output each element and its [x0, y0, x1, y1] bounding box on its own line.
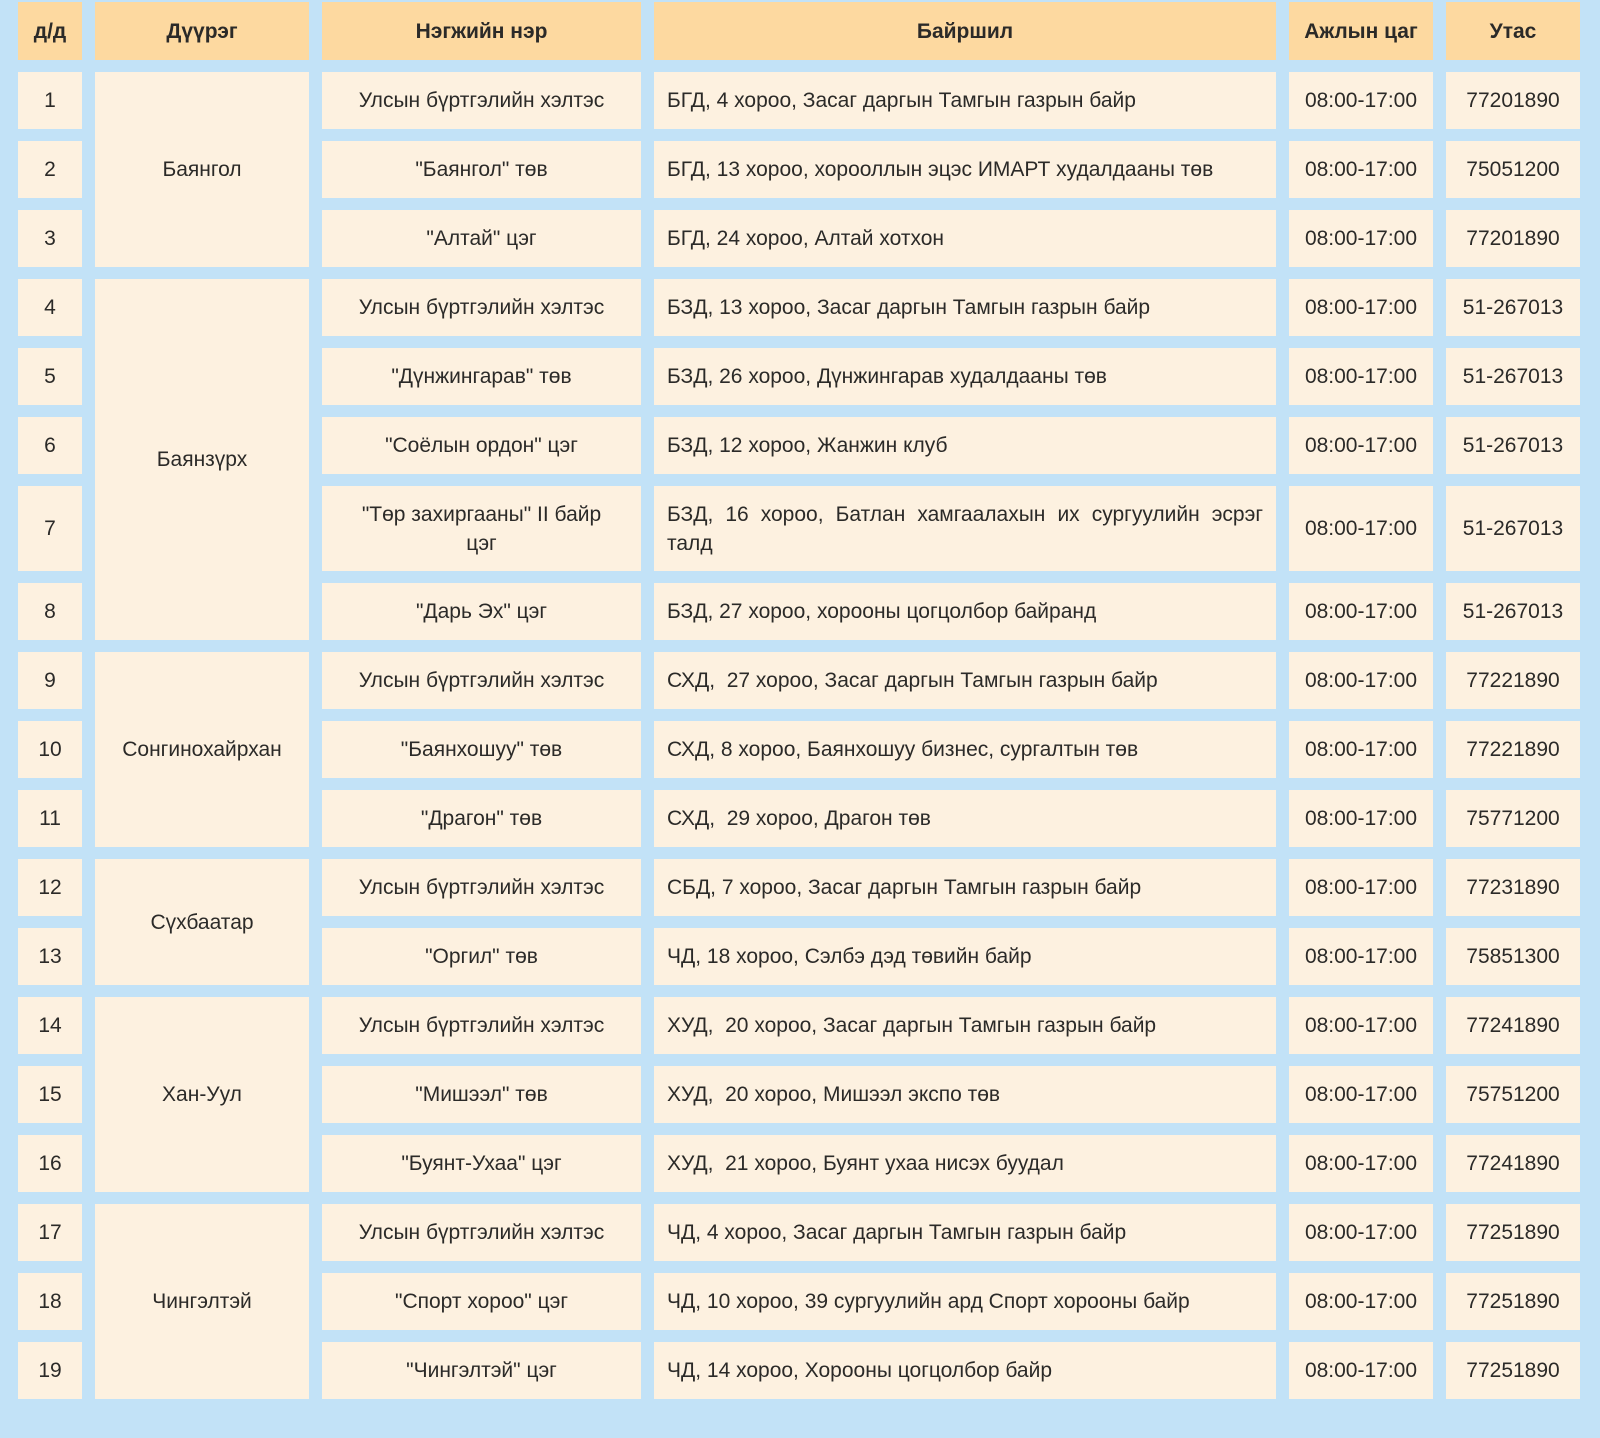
header-district: Дүүрэг: [95, 2, 309, 60]
row-number: 1: [18, 72, 82, 129]
unit-name: "Мишээл" төв: [322, 1066, 641, 1123]
phone: 51-267013: [1446, 486, 1580, 571]
row-number: 18: [18, 1273, 82, 1330]
phone: 77221890: [1446, 721, 1580, 778]
row-number: 15: [18, 1066, 82, 1123]
phone: 77201890: [1446, 210, 1580, 267]
district-cell: Баянгол: [95, 72, 309, 267]
unit-name: "Драгон" төв: [322, 790, 641, 847]
location: БЗД, 12 хороо, Жанжин клуб: [654, 417, 1276, 474]
location: ХУД, 20 хороо, Засаг даргын Тамгын газрын байр: [654, 997, 1276, 1054]
registration-offices-table: [18, 2, 1582, 1399]
phone: 77221890: [1446, 652, 1580, 709]
phone: 77251890: [1446, 1204, 1580, 1261]
phone: 77241890: [1446, 1135, 1580, 1192]
phone: 75851300: [1446, 928, 1580, 985]
location: ЧД, 4 хороо, Засаг даргын Тамгын газрын байр: [654, 1204, 1276, 1261]
row-number: 3: [18, 210, 82, 267]
row-number: 13: [18, 928, 82, 985]
working-hours: 08:00-17:00: [1289, 997, 1433, 1054]
working-hours: 08:00-17:00: [1289, 72, 1433, 129]
working-hours: 08:00-17:00: [1289, 279, 1433, 336]
unit-name: Улсын бүртгэлийн хэлтэс: [322, 72, 641, 129]
unit-name: "Соёлын ордон" цэг: [322, 417, 641, 474]
phone: 51-267013: [1446, 279, 1580, 336]
row-number: 5: [18, 348, 82, 405]
unit-name: Улсын бүртгэлийн хэлтэс: [322, 997, 641, 1054]
row-number: 8: [18, 583, 82, 640]
unit-name: "Дарь Эх" цэг: [322, 583, 641, 640]
working-hours: 08:00-17:00: [1289, 1135, 1433, 1192]
working-hours: 08:00-17:00: [1289, 486, 1433, 571]
phone: 77251890: [1446, 1273, 1580, 1330]
phone: 51-267013: [1446, 417, 1580, 474]
row-number: 7: [18, 486, 82, 571]
unit-name: "Буянт-Ухаа" цэг: [322, 1135, 641, 1192]
phone: 77201890: [1446, 72, 1580, 129]
row-number: 17: [18, 1204, 82, 1261]
working-hours: 08:00-17:00: [1289, 652, 1433, 709]
phone: 75771200: [1446, 790, 1580, 847]
row-number: 9: [18, 652, 82, 709]
phone: 75751200: [1446, 1066, 1580, 1123]
location: БЗД, 26 хороо, Дүнжингарав худалдааны төв: [654, 348, 1276, 405]
unit-name: Улсын бүртгэлийн хэлтэс: [322, 1204, 641, 1261]
district-cell: Сүхбаатар: [95, 859, 309, 985]
location: ЧД, 14 хороо, Хорооны цогцолбор байр: [654, 1342, 1276, 1399]
working-hours: 08:00-17:00: [1289, 210, 1433, 267]
working-hours: 08:00-17:00: [1289, 721, 1433, 778]
unit-name: "Чингэлтэй" цэг: [322, 1342, 641, 1399]
district-cell: Баянзүрх: [95, 279, 309, 640]
unit-name: Улсын бүртгэлийн хэлтэс: [322, 652, 641, 709]
working-hours: 08:00-17:00: [1289, 583, 1433, 640]
row-number: 19: [18, 1342, 82, 1399]
working-hours: 08:00-17:00: [1289, 1273, 1433, 1330]
working-hours: 08:00-17:00: [1289, 141, 1433, 198]
location: БГД, 4 хороо, Засаг даргын Тамгын газрын байр: [654, 72, 1276, 129]
working-hours: 08:00-17:00: [1289, 348, 1433, 405]
row-number: 6: [18, 417, 82, 474]
row-number: 14: [18, 997, 82, 1054]
phone: 75051200: [1446, 141, 1580, 198]
location: БГД, 13 хороо, хорооллын эцэс ИМАРТ худалдааны төв: [654, 141, 1276, 198]
location: БЗД, 13 хороо, Засаг даргын Тамгын газрын байр: [654, 279, 1276, 336]
unit-name: "Оргил" төв: [322, 928, 641, 985]
location: БЗД, 27 хороо, хорооны цогцолбор байранд: [654, 583, 1276, 640]
phone: 51-267013: [1446, 583, 1580, 640]
district-cell: Чингэлтэй: [95, 1204, 309, 1399]
row-number: 11: [18, 790, 82, 847]
header-location: Байршил: [654, 2, 1276, 60]
phone: 77231890: [1446, 859, 1580, 916]
unit-name: "Баянхошуу" төв: [322, 721, 641, 778]
location: ХУД, 21 хороо, Буянт ухаа нисэх буудал: [654, 1135, 1276, 1192]
phone: 77251890: [1446, 1342, 1580, 1399]
row-number: 4: [18, 279, 82, 336]
district-cell: Хан-Уул: [95, 997, 309, 1192]
phone: 51-267013: [1446, 348, 1580, 405]
unit-name: "Алтай" цэг: [322, 210, 641, 267]
working-hours: 08:00-17:00: [1289, 1066, 1433, 1123]
unit-name: "Спорт хороо" цэг: [322, 1273, 641, 1330]
working-hours: 08:00-17:00: [1289, 928, 1433, 985]
row-number: 16: [18, 1135, 82, 1192]
unit-name: Улсын бүртгэлийн хэлтэс: [322, 279, 641, 336]
location: БЗД, 16 хороо, Батлан хамгаалахын их сургуулийн эсрэг талд: [654, 486, 1276, 571]
working-hours: 08:00-17:00: [1289, 1342, 1433, 1399]
phone: 77241890: [1446, 997, 1580, 1054]
location: ЧД, 18 хороо, Сэлбэ дэд төвийн байр: [654, 928, 1276, 985]
unit-name: "Дүнжингарав" төв: [322, 348, 641, 405]
location: СХД, 8 хороо, Баянхошуу бизнес, сургалтын төв: [654, 721, 1276, 778]
row-number: 12: [18, 859, 82, 916]
working-hours: 08:00-17:00: [1289, 859, 1433, 916]
location: ЧД, 10 хороо, 39 сургуулийн ард Спорт хорооны байр: [654, 1273, 1276, 1330]
header-working-hours: Ажлын цаг: [1289, 2, 1433, 60]
location: СХД, 27 хороо, Засаг даргын Тамгын газрын байр: [654, 652, 1276, 709]
row-number: 10: [18, 721, 82, 778]
header-phone: Утас: [1446, 2, 1580, 60]
location: СХД, 29 хороо, Драгон төв: [654, 790, 1276, 847]
location: ХУД, 20 хороо, Мишээл экспо төв: [654, 1066, 1276, 1123]
district-cell: Сонгинохайрхан: [95, 652, 309, 847]
unit-name: "Төр захиргааны" II байр цэг: [322, 486, 641, 571]
unit-name: "Баянгол" төв: [322, 141, 641, 198]
working-hours: 08:00-17:00: [1289, 1204, 1433, 1261]
working-hours: 08:00-17:00: [1289, 790, 1433, 847]
working-hours: 08:00-17:00: [1289, 417, 1433, 474]
location: БГД, 24 хороо, Алтай хотхон: [654, 210, 1276, 267]
header-unit-name: Нэгжийн нэр: [322, 2, 641, 60]
row-number: 2: [18, 141, 82, 198]
unit-name: Улсын бүртгэлийн хэлтэс: [322, 859, 641, 916]
header-number: д/д: [18, 2, 82, 60]
location: СБД, 7 хороо, Засаг даргын Тамгын газрын байр: [654, 859, 1276, 916]
